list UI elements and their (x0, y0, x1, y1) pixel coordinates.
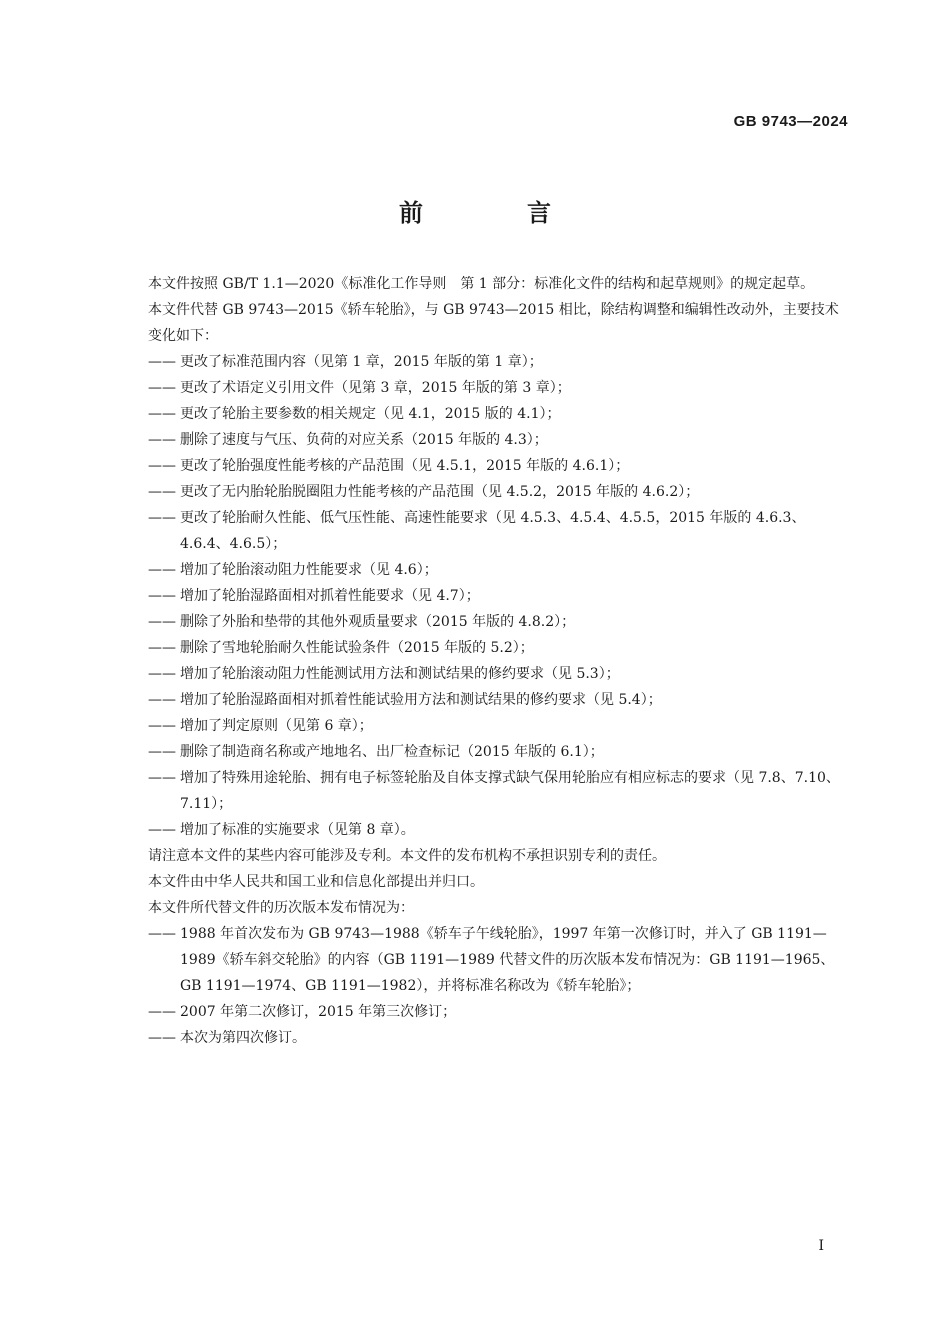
replacement-text: 本文件代替 GB 9743—2015《轿车轮胎》，与 GB 9743—2015 相比，除结构调整和编辑性改动外，主要技术变化如下： (148, 302, 839, 344)
list-item-text: 更改了轮胎强度性能考核的产品范围（见 4.5.1，2015 年版的 4.6.1）； (180, 458, 630, 474)
dash-marker: —— (148, 1004, 176, 1020)
list-item-text: 增加了判定原则（见第 6 章）； (180, 718, 373, 734)
foreword-content (148, 271, 850, 1051)
list-item (148, 505, 850, 557)
page-number: I (818, 1238, 824, 1254)
dash-marker: —— (148, 1030, 176, 1046)
history-item (148, 921, 850, 999)
list-item-text: 删除了速度与气压、负荷的对应关系（2015 年版的 4.3）； (180, 432, 548, 448)
list-item (148, 661, 850, 687)
list-item-text: 增加了轮胎湿路面相对抓着性能试验用方法和测试结果的修约要求（见 5.4）； (180, 692, 662, 708)
list-item-text: 更改了无内胎轮胎脱圈阻力性能考核的产品范围（见 4.5.2，2015 年版的 4.6.2）； (180, 484, 700, 500)
list-item-text: 增加了特殊用途轮胎、拥有电子标签轮胎及自体支撑式缺气保用轮胎应有相应标志的要求（见 7.8、7.10、7.11）； (180, 770, 840, 812)
history-item-text: 本次为第四次修订。 (180, 1030, 306, 1046)
changes-list (148, 349, 850, 843)
history-list (148, 921, 850, 1051)
list-item-text: 更改了标准范围内容（见第 1 章，2015 年版的第 1 章）； (180, 354, 543, 370)
list-item-text: 增加了轮胎湿路面相对抓着性能要求（见 4.7）； (180, 588, 480, 604)
patent-notice (148, 843, 850, 869)
dash-marker: —— (148, 588, 176, 604)
dash-marker: —— (148, 406, 176, 422)
intro-text: 本文件按照 GB/T 1.1—2020《标准化工作导则 第 1 部分：标准化文件的结构和起草规则》的规定起草。 (148, 276, 815, 292)
dash-marker: —— (148, 666, 176, 682)
list-item-text: 更改了术语定义引用文件（见第 3 章，2015 年版的第 3 章）； (180, 380, 571, 396)
list-item (148, 401, 850, 427)
intro-paragraph (148, 271, 850, 297)
list-item-text: 删除了外胎和垫带的其他外观质量要求（2015 年版的 4.8.2）； (180, 614, 576, 630)
list-item-text: 删除了制造商名称或产地地名、出厂检查标记（2015 年版的 6.1）； (180, 744, 604, 760)
list-item-text: 更改了轮胎耐久性能、低气压性能、高速性能要求（见 4.5.3、4.5.4、4.5.5，2015 年版的 4.6.3、4.6.4、4.6.5）； (180, 510, 806, 552)
history-item-text: 2007 年第二次修订，2015 年第三次修订； (180, 1004, 457, 1020)
standard-code: GB 9743—2024 (733, 113, 848, 130)
list-item (148, 765, 850, 817)
dash-marker: —— (148, 432, 176, 448)
list-item (148, 609, 850, 635)
list-item (148, 635, 850, 661)
list-item (148, 479, 850, 505)
replacement-paragraph (148, 297, 850, 349)
dash-marker: —— (148, 770, 176, 786)
page-title: 前 言 (399, 199, 591, 227)
list-item (148, 557, 850, 583)
dash-marker: —— (148, 484, 176, 500)
dash-marker: —— (148, 744, 176, 760)
dash-marker: —— (148, 692, 176, 708)
dash-marker: —— (148, 458, 176, 474)
patent-text: 请注意本文件的某些内容可能涉及专利。本文件的发布机构不承担识别专利的责任。 (148, 848, 666, 864)
dash-marker: —— (148, 354, 176, 370)
history-intro (148, 895, 850, 921)
dash-marker: —— (148, 562, 176, 578)
dash-marker: —— (148, 822, 176, 838)
list-item (148, 349, 850, 375)
list-item-text: 删除了雪地轮胎耐久性能试验条件（2015 年版的 5.2）； (180, 640, 534, 656)
history-item (148, 999, 850, 1025)
list-item-text: 增加了轮胎滚动阻力性能要求（见 4.6）； (180, 562, 438, 578)
list-item (148, 817, 850, 843)
proposer-paragraph (148, 869, 850, 895)
dash-marker: —— (148, 380, 176, 396)
list-item (148, 375, 850, 401)
list-item (148, 583, 850, 609)
list-item-text: 增加了标准的实施要求（见第 8 章）。 (180, 822, 415, 838)
list-item-text: 更改了轮胎主要参数的相关规定（见 4.1，2015 版的 4.1）； (180, 406, 561, 422)
list-item-text: 增加了轮胎滚动阻力性能测试用方法和测试结果的修约要求（见 5.3）； (180, 666, 620, 682)
list-item (148, 713, 850, 739)
list-item (148, 739, 850, 765)
list-item (148, 687, 850, 713)
history-item-text: 1988 年首次发布为 GB 9743—1988《轿车子午线轮胎》，1997 年第一次修订时，并入了 GB 1191—1989《轿车斜交轮胎》的内容（GB 1191—1989 代替文件的历次版本发布情况为：GB 1191—1965、GB 1191—1974、GB 1191—1982），并将标准名称改为《轿车轮胎》； (180, 926, 835, 994)
history-intro-text: 本文件所代替文件的历次版本发布情况为： (148, 900, 414, 916)
proposer-text: 本文件由中华人民共和国工业和信息化部提出并归口。 (148, 874, 484, 890)
dash-marker: —— (148, 718, 176, 734)
dash-marker: —— (148, 926, 176, 942)
list-item (148, 453, 850, 479)
dash-marker: —— (148, 510, 176, 526)
list-item (148, 427, 850, 453)
history-item (148, 1025, 850, 1051)
dash-marker: —— (148, 614, 176, 630)
dash-marker: —— (148, 640, 176, 656)
